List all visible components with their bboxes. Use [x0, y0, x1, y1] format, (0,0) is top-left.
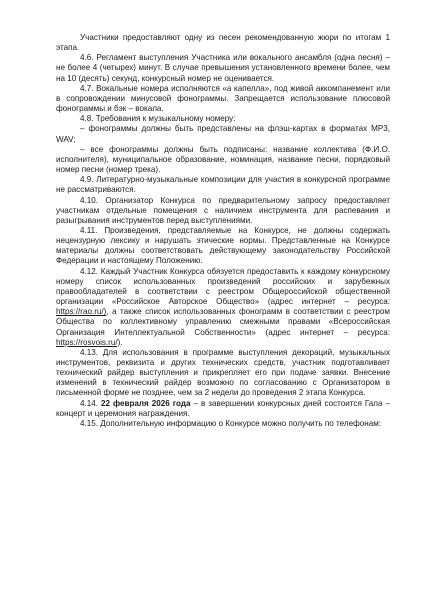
paragraph-4-13: 4.13. Для использования в программе выступления декораций, музыкальных инструментов, реквизита и других технических средств, участник подготавливает технический райдер выступления и прикрепляет его при подаче заявки. Внесение изменений в технический райдер возможно по согласованию с Организатором в письменной форме не позднее, чем за 2 недели до проведения 2 этапа Конкурса.	[56, 347, 390, 398]
paragraph-4-12-part2: , а также список использованных фонограмм в соответствии с реестром Общества по коллективному управлению смежными правами «Всероссийская Организация Интеллектуальной Собственности» (адрес интернет – ресурса:	[56, 307, 390, 337]
link-rosvois[interactable]: https://rosvois.ru/)	[56, 337, 121, 347]
paragraph-4-12-end: .	[120, 337, 123, 347]
link-rao[interactable]: https://rao.ru/)	[56, 307, 107, 317]
paragraph-4-10: 4.10. Организатор Конкурса по предварительному запросу предоставляет участникам отдельные помещения с наличием инструмента для распевания и разыгрывания инструментов перед выступлениями.	[56, 195, 390, 225]
paragraph-4-12	[56, 267, 390, 348]
paragraph-4-9: 4.9. Литературно-музыкальные композиции для участия в конкурсной программе не рассматриваются.	[56, 175, 390, 195]
list-item-signatures: – все фонограммы должны быть подписаны: название коллектива (Ф.И.О. исполнителя), муниципальное образование, номинация, название песни, порядковый номер песни (номер трека).	[56, 144, 390, 175]
paragraph-4-14-number: 4.14.	[80, 398, 101, 408]
list-item-formats: – фонограммы должны быть представлены на флэш-картах в форматах MP3, WAV;	[56, 124, 390, 144]
paragraph-4-6: 4.6. Регламент выступления Участника или вокального ансамбля (одна песня) – не более 4 (четырех) минут. В случае превышения установленного времени более, чем на 10 (десять) секунд, конкурсный номер не оценивается.	[56, 53, 390, 83]
gala-date: 22 февраля 2026 года	[101, 398, 191, 408]
paragraph-4-11: 4.11. Произведения, представляемые на Конкурсе, не должны содержать нецензурную лексику и нарушать этические нормы. Представленные на Конкурсе материалы должны соответствовать действующему законодательству Российской Федерации и настоящему Положению.	[56, 225, 390, 266]
paragraph-4-14	[56, 399, 390, 419]
paragraph-4-14-text: – в завершении конкурсных дней состоится Гала – концерт и церемония награждения.	[56, 398, 390, 418]
paragraph-4-8: 4.8. Требования к музыкальному номеру:	[80, 114, 236, 124]
paragraph-4-7: 4.7. Вокальные номера исполняются «а капелла», под живой аккомпанемент или в сопровождении минусовой фонограммы. Запрещается использование плюсовой фонограммы и бэк – вокала.	[56, 83, 390, 114]
paragraph-4-12-part1: 4.12. Каждый Участник Конкурса обязуется предоставить к каждому конкурсному номеру список использованных произведений российских и зарубежных правообладателей в соответствии с реестром Общероссийской общественной организации «Российское Авторское Общество» (адрес интернет – ресурса:	[56, 266, 390, 307]
paragraph-participants: Участники предоставляют одну из песен рекомендованную жюри по итогам 1 этапа.	[56, 33, 390, 53]
paragraph-4-15: 4.15. Дополнительную информацию о Конкурсе можно получить по телефонам:	[80, 418, 382, 428]
